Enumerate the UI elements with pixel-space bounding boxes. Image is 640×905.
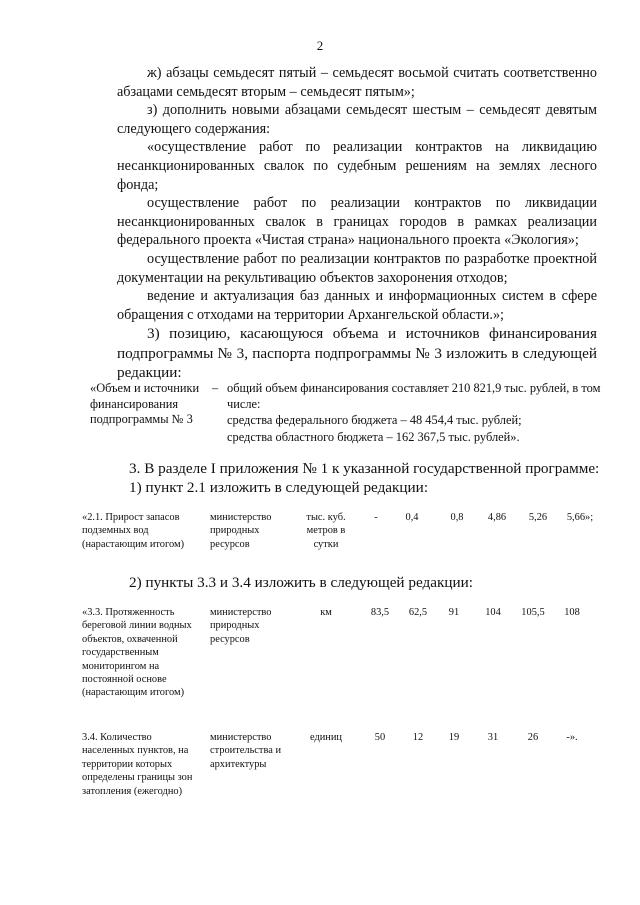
value-cell: 91 (448, 607, 460, 618)
paragraph: осуществление работ по реализации контрактов по разработке проектной документации на рекультивацию объектов захоронения отходов; (117, 250, 597, 286)
value-cell: 4,86 (487, 512, 507, 523)
value-cell: 108 (564, 607, 580, 618)
value-cell: 5,66»; (566, 512, 594, 523)
agency-cell: министерство строительства и архитектуры (210, 732, 281, 770)
value-cell: 0,4 (405, 512, 419, 523)
value-cell: 0,8 (450, 512, 464, 523)
agency-cell: министерство природных ресурсов (210, 607, 272, 645)
value-cell: 19 (448, 732, 460, 743)
paragraph: з) дополнить новыми абзацами семьдесят шестым – семьдесят девятым следующего содержания: (117, 102, 597, 137)
item-heading: 2) пункты 3.3 и 3.4 изложить в следующей редакции: (129, 574, 473, 591)
section-heading: 3. В разделе I приложения № 1 к указанной государственной программе: (129, 460, 600, 477)
value-cell: 104 (485, 607, 501, 618)
value-cell: 105,5 (521, 607, 545, 618)
paragraph: «осуществление работ по реализации контрактов на ликвидацию несанкционированных свалок по судебным решениям на землях лесного фонда; (117, 139, 597, 193)
value-cell: 26 (527, 732, 539, 743)
financing-label: «Объем и источники финансирования подпрограммы № 3 (90, 381, 200, 427)
financing-line: общий объем финансирования составляет 210 821,9 тыс. рублей, в том числе: (227, 381, 601, 411)
value-cell: 62,5 (408, 607, 428, 618)
paragraph: ж) абзацы семьдесят пятый – семьдесят восьмой считать соответственно абзацами семьдесят вторым – семьдесят пятым»; (117, 65, 597, 100)
unit-cell: км (320, 607, 332, 618)
value-cell: 31 (487, 732, 499, 743)
value-cell: 5,26 (528, 512, 548, 523)
agency-cell: министерство природных ресурсов (210, 512, 272, 550)
paragraph: 3) позицию, касающуюся объема и источников финансирования подпрограммы № 3, паспорта подпрограммы № 3 изложить в следующей редакции: (117, 325, 597, 381)
page-number: 2 (316, 38, 324, 53)
indicator-cell: «3.3. Протяженность береговой линии водных объектов, охваченной государственным мониторингом на постоянной основе (нарастающим итогом) (82, 607, 192, 699)
paragraph: осуществление работ по реализации контрактов по ликвидации несанкционированных свалок в границах городов в рамках реализации федерального проекта «Чистая страна» национального проекта «Экология»; (117, 195, 597, 249)
financing-values (227, 381, 607, 446)
value-cell: 50 (374, 732, 386, 743)
indicator-cell: 3.4. Количество населенных пунктов, на территории которых определены границы зон затопления (ежегодно) (82, 732, 193, 797)
unit-cell: единиц (309, 732, 342, 743)
value-cell: - (374, 512, 378, 523)
financing-line: средства областного бюджета – 162 367,5 тыс. рублей». (227, 429, 520, 444)
financing-line: средства федерального бюджета – 48 454,4 тыс. рублей; (227, 413, 522, 428)
value-cell: -». (566, 732, 578, 743)
value-cell: 83,5 (370, 607, 390, 618)
financing-dash: – (212, 381, 219, 395)
unit-cell: тыс. куб. метров в сутки (306, 512, 346, 550)
paragraph: ведение и актуализация баз данных и информационных систем в сфере обращения с отходами на территории Архангельской области.»; (117, 288, 597, 323)
item-heading: 1) пункт 2.1 изложить в следующей редакции: (129, 479, 429, 496)
indicator-cell: «2.1. Прирост запасов подземных вод (нарастающим итогом) (82, 512, 185, 550)
amendment-text (117, 64, 597, 382)
value-cell: 12 (412, 732, 424, 743)
